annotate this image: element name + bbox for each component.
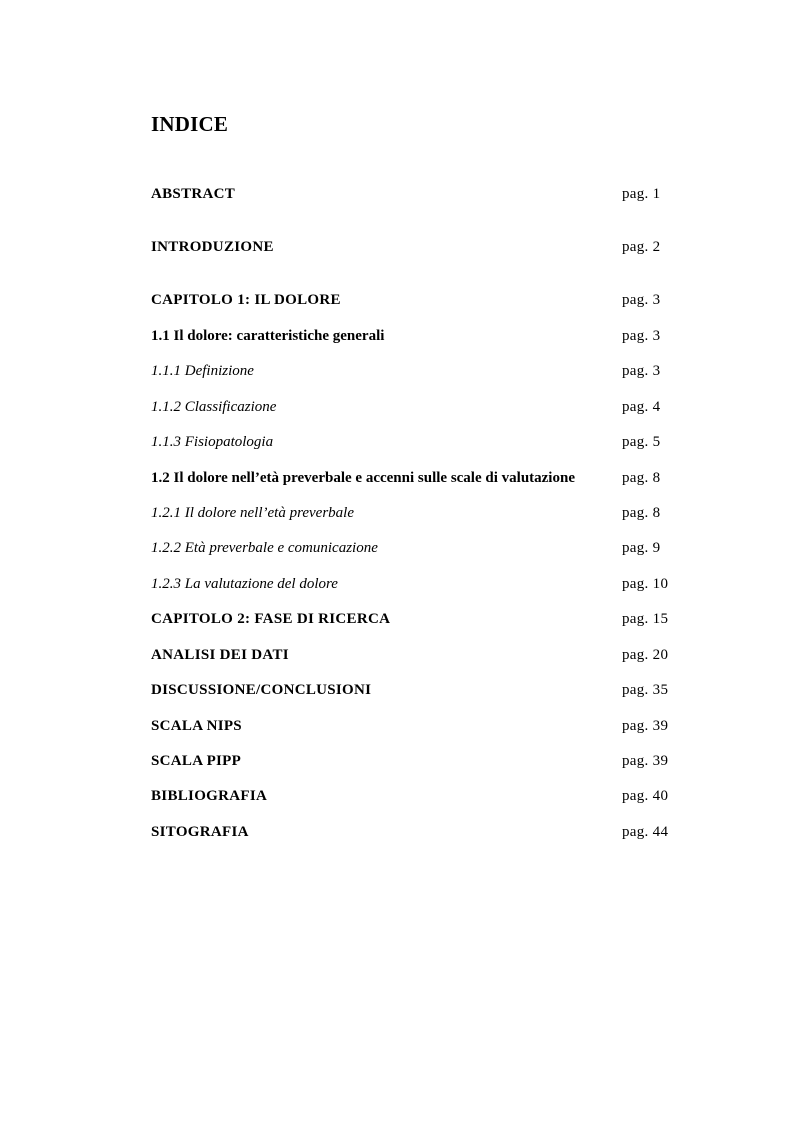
toc-entry-section-1-2	[151, 468, 681, 488]
toc-entry-subsection-1-2-3	[151, 574, 681, 594]
toc-entry-page: pag. 20	[622, 647, 669, 663]
toc-entry-page: pag. 44	[622, 824, 669, 840]
toc-entry-page: pag. 5	[622, 434, 661, 450]
toc-entry-subsection-1-2-1	[151, 503, 681, 523]
toc-entry-label: 1.1.1 Definizione	[151, 363, 254, 379]
toc-entry-label: SITOGRAFIA	[151, 824, 249, 840]
toc-title: INDICE	[151, 112, 229, 136]
toc-entry-page: pag. 39	[622, 718, 669, 734]
toc-entry-page: pag. 2	[622, 239, 661, 255]
toc-entry-page: pag. 4	[622, 399, 661, 415]
toc-entry-label: SCALA PIPP	[151, 753, 242, 769]
toc-entry-label: 1.2.1 Il dolore nell’età preverbale	[151, 505, 354, 521]
toc-entry-label: 1.2.3 La valutazione del dolore	[151, 576, 338, 592]
toc-entry-page: pag. 8	[622, 505, 661, 521]
toc-entry-page: pag. 3	[622, 363, 661, 379]
toc-entry-scala-nips	[151, 716, 681, 736]
toc-entry-section-1-1	[151, 326, 681, 346]
toc-entry-page: pag. 1	[622, 186, 661, 202]
toc-entry-label: ANALISI DEI DATI	[151, 647, 289, 663]
toc-entry-subsection-1-1-1	[151, 361, 681, 381]
toc-entry-label: INTRODUZIONE	[151, 239, 274, 255]
toc-entry-sitografia	[151, 822, 681, 842]
toc-entry-label: ABSTRACT	[151, 186, 236, 202]
toc-entry-subsection-1-1-3	[151, 432, 681, 452]
toc-entry-label: DISCUSSIONE/CONCLUSIONI	[151, 682, 372, 698]
toc-entry-bibliografia	[151, 786, 681, 806]
toc-entry-page: pag. 35	[622, 682, 669, 698]
toc-entry-subsection-1-1-2	[151, 397, 681, 417]
toc-entry-page: pag. 9	[622, 540, 661, 556]
toc-entry-subsection-1-2-2	[151, 538, 681, 558]
toc-entry-page: pag. 40	[622, 788, 669, 804]
toc-entry-label: 1.1.2 Classificazione	[151, 399, 277, 415]
toc-entry-page: pag. 8	[622, 470, 661, 486]
toc-entry-analisi-dei-dati	[151, 645, 681, 665]
toc-entry-page: pag. 39	[622, 753, 669, 769]
toc-entry-introduzione	[151, 237, 681, 257]
toc-entry-capitolo-2	[151, 609, 681, 629]
toc-entry-label: 1.1.3 Fisiopatologia	[151, 434, 274, 450]
toc-entry-discussione	[151, 680, 681, 700]
toc-entry-label: 1.1 Il dolore: caratteristiche generali	[151, 328, 385, 344]
toc-entry-label: 1.2 Il dolore nell’età preverbale e accenni sulle scale di valutazione	[151, 470, 575, 486]
toc-entry-label: CAPITOLO 1: IL DOLORE	[151, 292, 341, 308]
toc-entry-label: BIBLIOGRAFIA	[151, 788, 268, 804]
toc-entry-page: pag. 3	[622, 292, 661, 308]
toc-entry-page: pag. 15	[622, 611, 669, 627]
toc-entry-page: pag. 10	[622, 576, 669, 592]
toc-entry-capitolo-1	[151, 290, 681, 310]
toc-entry-scala-pipp	[151, 751, 681, 771]
toc-entry-label: 1.2.2 Età preverbale e comunicazione	[151, 540, 378, 556]
toc-entry-page: pag. 3	[622, 328, 661, 344]
toc-entry-label: SCALA NIPS	[151, 718, 242, 734]
toc-entry-label: CAPITOLO 2: FASE DI RICERCA	[151, 611, 391, 627]
toc-entry-abstract	[151, 184, 681, 204]
